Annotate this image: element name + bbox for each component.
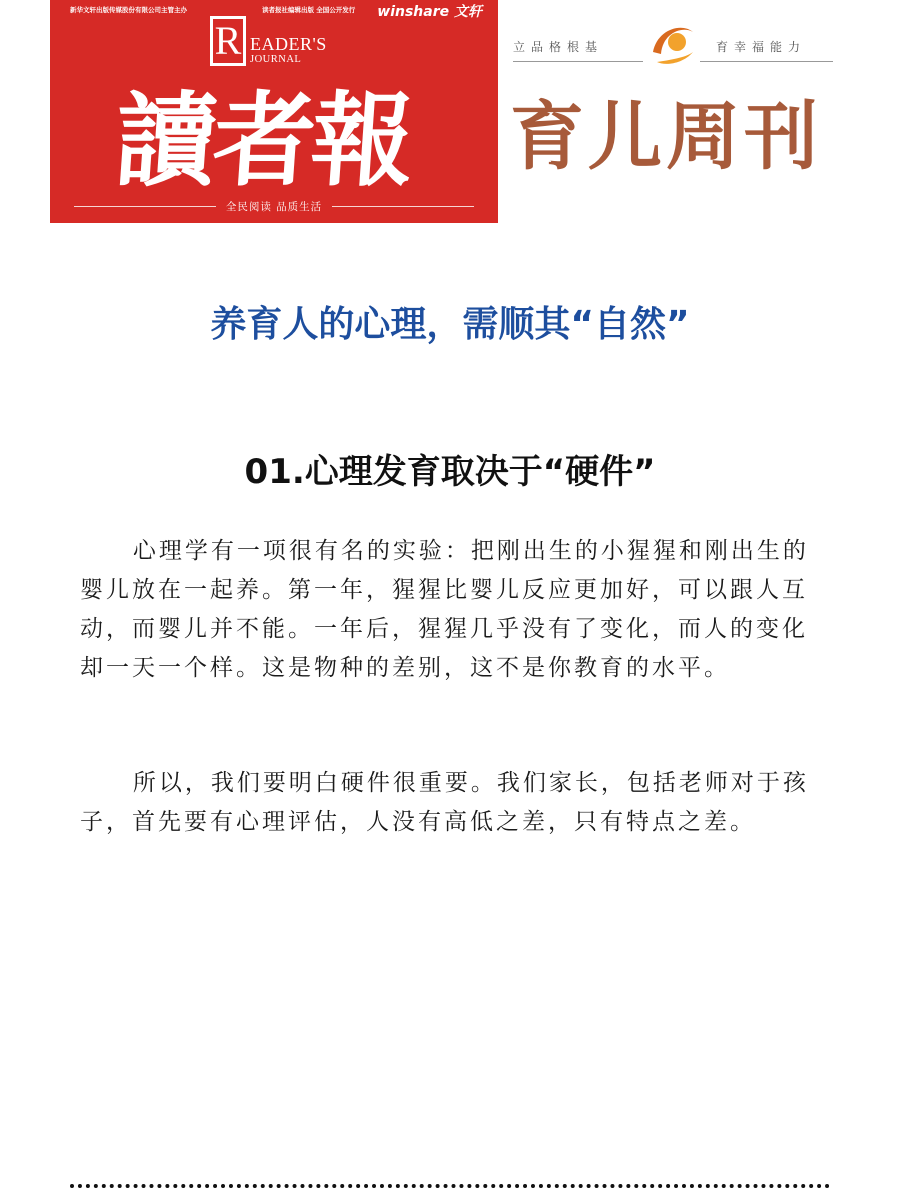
distribution-note: 读者报社编辑出版 全国公开发行 [262, 6, 356, 14]
parenting-weekly-title: 育儿周刊 [510, 94, 822, 180]
sun-swoosh-icon [647, 22, 699, 68]
slogan-row [74, 197, 474, 215]
winshare-brand: winshare 文轩 [377, 4, 482, 20]
readers-initial: R [210, 16, 246, 66]
section-heading: 01.心理发育取决于“硬件” [244, 452, 656, 492]
journal-wordmark: JOURNAL [250, 54, 302, 65]
readers-masthead: 讀者報 [111, 81, 414, 201]
readers-wordmark: EADER'S [250, 34, 327, 54]
article-paragraph: 心理学有一项很有名的实验：把刚出生的小猩猩和刚出生的婴儿放在一起养。第一年，猩猩比婴儿反应更加好，可以跟人互动，而婴儿并不能。一年后，猩猩几乎没有了变化，而人的变化却一天一个样。这是物种的差别，这不是你教育的水平。 [80, 538, 809, 681]
article-paragraph: 所以，我们要明白硬件很重要。我们家长，包括老师对于孩子，首先要有心理评估，人没有高低之差，只有特点之差。 [80, 770, 809, 835]
parenting-tagline [513, 24, 833, 64]
article-title: 养育人的心理，需顺其“自然” [210, 304, 690, 345]
page-divider [70, 1184, 830, 1188]
tagline-rule-right [700, 61, 833, 62]
slogan-rule-right [332, 206, 474, 207]
readers-journal-logo [50, 0, 498, 223]
tagline-rule-left [513, 61, 643, 62]
slogan-rule-left [74, 206, 216, 207]
slogan: 全民阅读 品质生活 [225, 200, 323, 213]
tagline-right: 育幸福能力 [716, 40, 807, 54]
publisher-note: 新华文轩出版传媒股份有限公司主管主办 [70, 6, 187, 14]
tagline-left: 立品格根基 [513, 40, 604, 54]
